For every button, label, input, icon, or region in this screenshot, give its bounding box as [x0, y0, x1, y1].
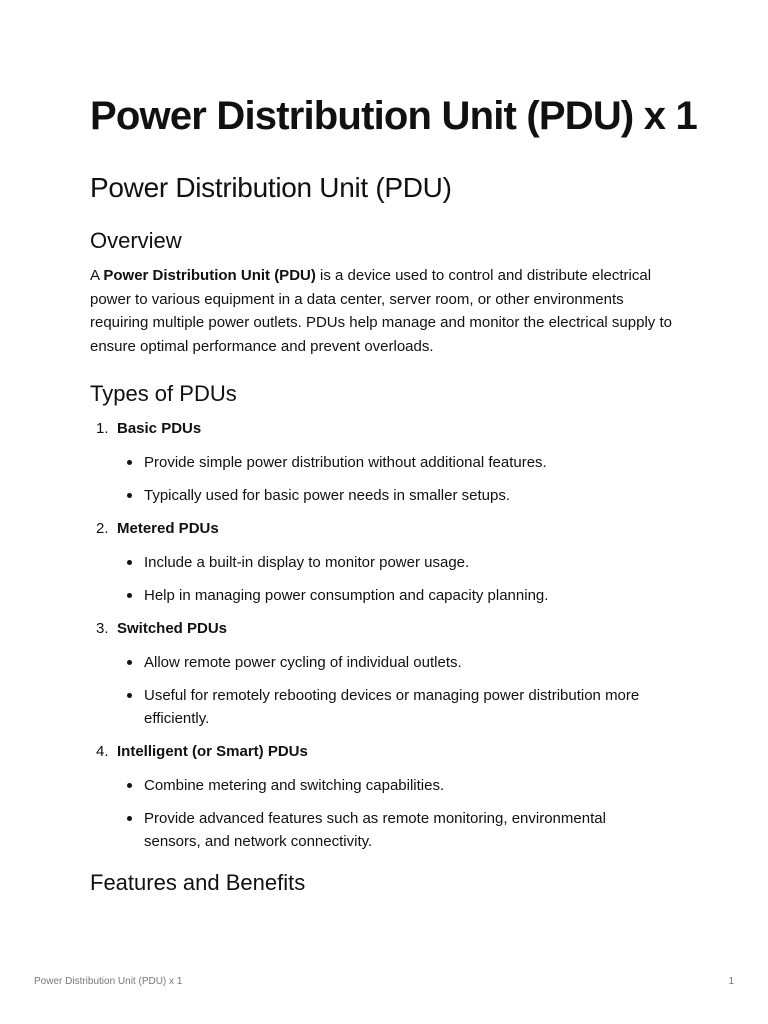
bullet-text: Allow remote power cycling of individual outlets.	[144, 654, 462, 671]
bullet-text: Combine metering and switching capabilities.	[144, 777, 445, 794]
type-title-text: Intelligent (or Smart) PDUs	[117, 743, 308, 760]
bullet-icon	[127, 560, 132, 565]
type-title-text: Basic PDUs	[117, 420, 202, 437]
list-item	[90, 584, 690, 607]
type-item-title	[90, 418, 690, 440]
page-number: 1	[728, 976, 734, 987]
list-number: 3.	[96, 620, 109, 637]
bullet-text: Provide simple power distribution without additional features.	[144, 454, 547, 471]
overview-paragraph	[90, 264, 686, 358]
list-number: 2.	[96, 520, 109, 537]
overview-heading: Overview	[90, 228, 182, 253]
bullet-icon	[127, 783, 132, 788]
bullet-icon	[127, 693, 132, 698]
list-number: 1.	[96, 420, 109, 437]
bullet-icon	[127, 816, 132, 821]
types-list	[90, 418, 690, 864]
bullet-icon	[127, 660, 132, 665]
bullet-list	[90, 551, 690, 607]
bullet-icon	[127, 493, 132, 498]
list-item	[90, 684, 690, 730]
list-item	[90, 551, 690, 574]
list-item	[90, 451, 690, 474]
type-item-metered	[90, 518, 690, 607]
bullet-text: Useful for remotely rebooting devices or managing power distribution more efficiently.	[144, 687, 640, 727]
bullet-icon	[127, 593, 132, 598]
type-item-switched	[90, 618, 690, 730]
features-heading: Features and Benefits	[90, 870, 306, 895]
type-item-basic	[90, 418, 690, 507]
bullet-text: Typically used for basic power needs in smaller setups.	[144, 487, 511, 504]
bullet-list	[90, 774, 690, 853]
bullet-text: Include a built-in display to monitor power usage.	[144, 554, 470, 571]
bullet-icon	[127, 460, 132, 465]
overview-body: is a device used to control and distribute electrical power to various equipment in a data center, server room, or other environments requiring multiple power outlets. PDUs help manage and monitor the electrical supply to ensure optimal performance and prevent overloads.	[90, 267, 672, 355]
types-heading: Types of PDUs	[90, 381, 237, 406]
bullet-list	[90, 451, 690, 507]
type-item-title	[90, 518, 690, 540]
list-number: 4.	[96, 743, 109, 760]
bullet-text: Provide advanced features such as remote monitoring, environmental sensors, and network connectivity.	[144, 810, 606, 850]
type-title-text: Metered PDUs	[117, 520, 219, 537]
type-title-text: Switched PDUs	[117, 620, 228, 637]
type-item-title	[90, 741, 690, 763]
list-item	[90, 651, 690, 674]
document-title: Power Distribution Unit (PDU) x 1	[90, 94, 697, 138]
footer-title: Power Distribution Unit (PDU) x 1	[34, 976, 183, 987]
type-item-title	[90, 618, 690, 640]
type-item-intelligent	[90, 741, 690, 853]
bullet-list	[90, 651, 690, 730]
list-item	[90, 774, 690, 797]
bullet-text: Help in managing power consumption and capacity planning.	[144, 587, 549, 604]
list-item	[90, 807, 690, 853]
overview-bold-term: Power Distribution Unit (PDU)	[103, 267, 316, 284]
overview-lead: A	[90, 267, 104, 284]
section-heading: Power Distribution Unit (PDU)	[90, 172, 452, 203]
list-item	[90, 484, 690, 507]
